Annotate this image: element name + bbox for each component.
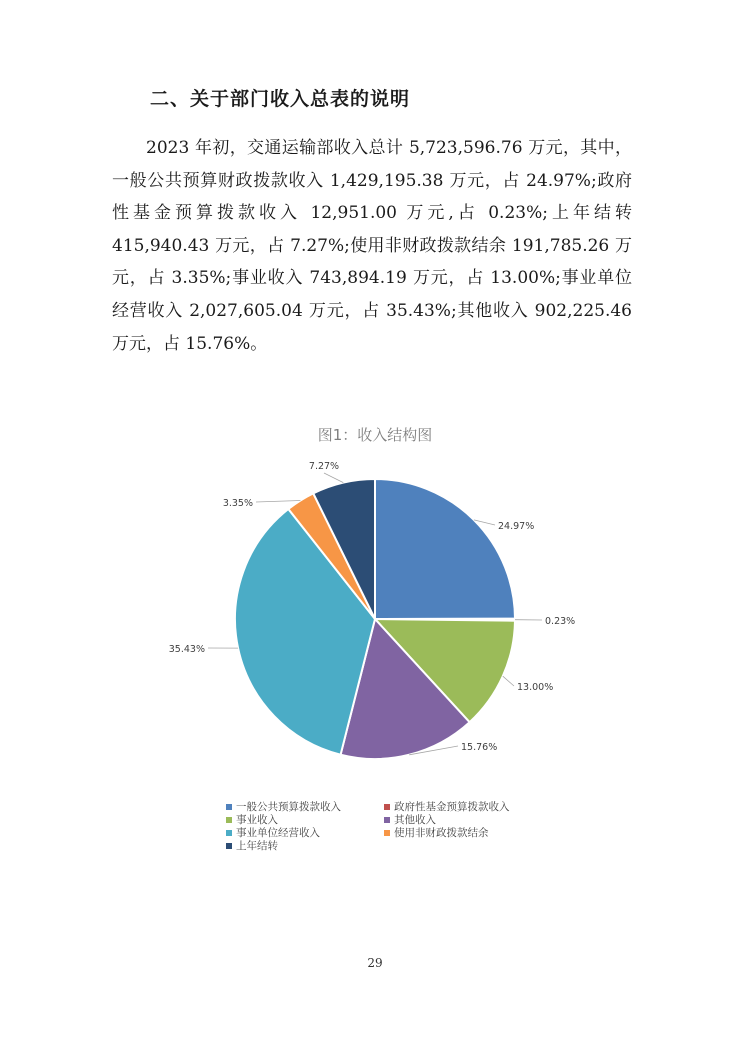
leader-line	[503, 676, 514, 686]
data-label: 0.23%	[545, 616, 576, 627]
paragraph-text: 2023 年初，交通运输部收入总计 5,723,596.76 万元，其中，一般公共预算财政拨款收入 1,429,195.38 万元，占 24.97%;政府性基金预算拨款收入 12,951.00 万元,占 0.23%;上年结转 415,940.43 万元，占 7.27%;使用非财政拨款结余 191,785.26 万元，占 3.35%;事业收入 743,894.19 万元，占 13.00%;事业单位经营收入 2,027,605.04 万元，占 35.43%;其他收入 902,225.46 万元，占 15.76%。	[112, 138, 632, 354]
legend-item	[226, 839, 384, 852]
page-number: 29	[367, 956, 383, 970]
legend-label: 事业单位经营收入	[236, 827, 320, 839]
leader-line	[324, 473, 343, 483]
legend-item	[384, 826, 544, 839]
pie-slice	[375, 479, 515, 619]
legend-swatch	[384, 804, 390, 810]
data-label: 24.97%	[498, 521, 535, 532]
legend-label: 事业收入	[236, 814, 278, 826]
legend-swatch	[384, 830, 390, 836]
legend-swatch	[226, 804, 232, 810]
leader-line	[256, 501, 300, 503]
data-label: 3.35%	[222, 498, 253, 509]
legend-label: 政府性基金预算拨款收入	[394, 801, 510, 813]
legend-label: 上年结转	[236, 840, 278, 852]
data-label: 15.76%	[461, 742, 498, 753]
chart-title: 图1：收入结构图	[317, 426, 433, 444]
legend-swatch	[226, 843, 232, 849]
legend-swatch	[226, 817, 232, 823]
legend-swatch	[226, 830, 232, 836]
data-label: 35.43%	[168, 644, 205, 655]
section-heading: 二、关于部门收入总表的说明	[150, 88, 411, 110]
data-label: 7.27%	[308, 461, 340, 472]
legend-label: 使用非财政拨款结余	[394, 827, 489, 839]
legend-swatch	[384, 817, 390, 823]
chart-legend	[226, 800, 546, 852]
legend-label: 其他收入	[394, 814, 436, 826]
legend-label: 一般公共预算拨款收入	[236, 801, 341, 813]
data-label: 13.00%	[517, 682, 554, 693]
